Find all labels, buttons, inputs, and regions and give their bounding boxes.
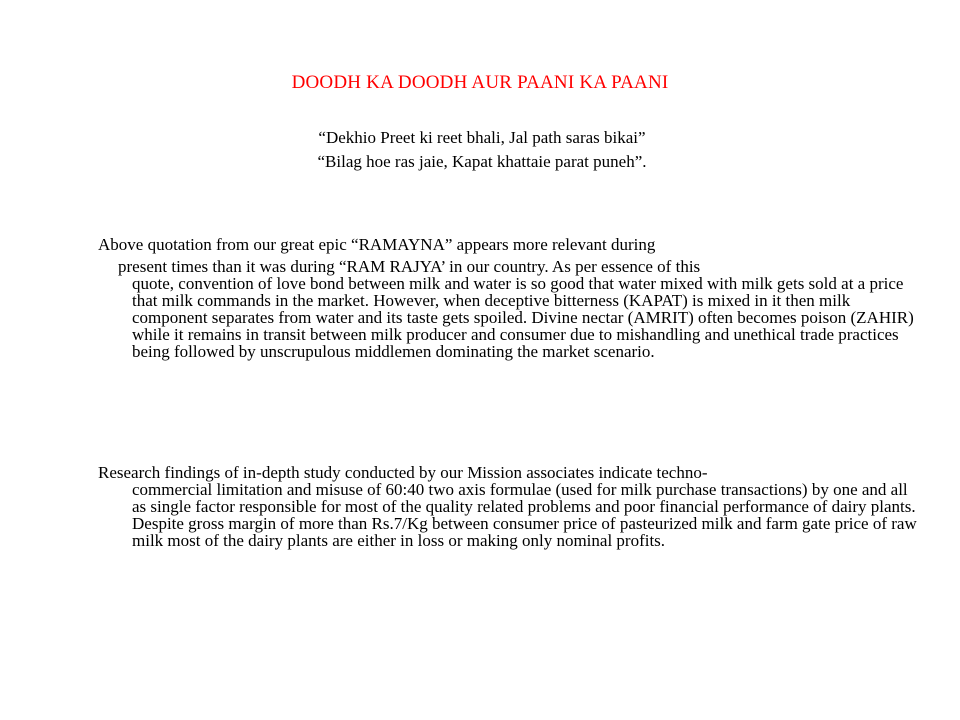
verse-line-2: “Bilag hoe ras jaie, Kapat khattaie parat puneh”.: [317, 152, 647, 171]
paragraph-research-first-line: Research findings of in-depth study conducted by our Mission associates indicate techno-: [98, 463, 708, 482]
paragraph-research-body: commercial limitation and misuse of 60:40 two axis formulae (used for milk purchase transactions) by one and all as single factor responsible for most of the quality related problems and poor financial performance of dairy plants. Despite gross margin of more than Rs.7/Kg between consumer price of pasteurized milk and farm gate price of raw milk most of the dairy plants are either in loss or making only nominal profits.: [132, 480, 917, 550]
verse-line-1: “Dekhio Preet ki reet bhali, Jal path saras bikai”: [318, 128, 646, 147]
paragraph-research: [98, 464, 918, 549]
paragraph-ramayna-body: quote, convention of love bond between milk and water is so good that water mixed with milk gets sold at a price that milk commands in the market. However, when deceptive bitterness (KAPAT) is mixed in it then milk component separates from water and its taste gets spoiled. Divine nectar (AMRIT) often becomes poison (ZAHIR) while it remains in transit between milk producer and consumer due to mishandling and unethical trade practices being followed by unscrupulous middlemen dominating the market scenario.: [132, 274, 914, 361]
paragraph-ramayna-first-line: Above quotation from our great epic “RAMAYNA” appears more relevant during: [98, 235, 656, 254]
slide-title: DOODH KA DOODH AUR PAANI KA PAANI: [291, 72, 669, 93]
paragraph-ramayna-second-line: present times than it was during “RAM RAJYA’ in our country. As per essence of this: [118, 257, 701, 276]
paragraph-ramayna: [98, 236, 918, 360]
